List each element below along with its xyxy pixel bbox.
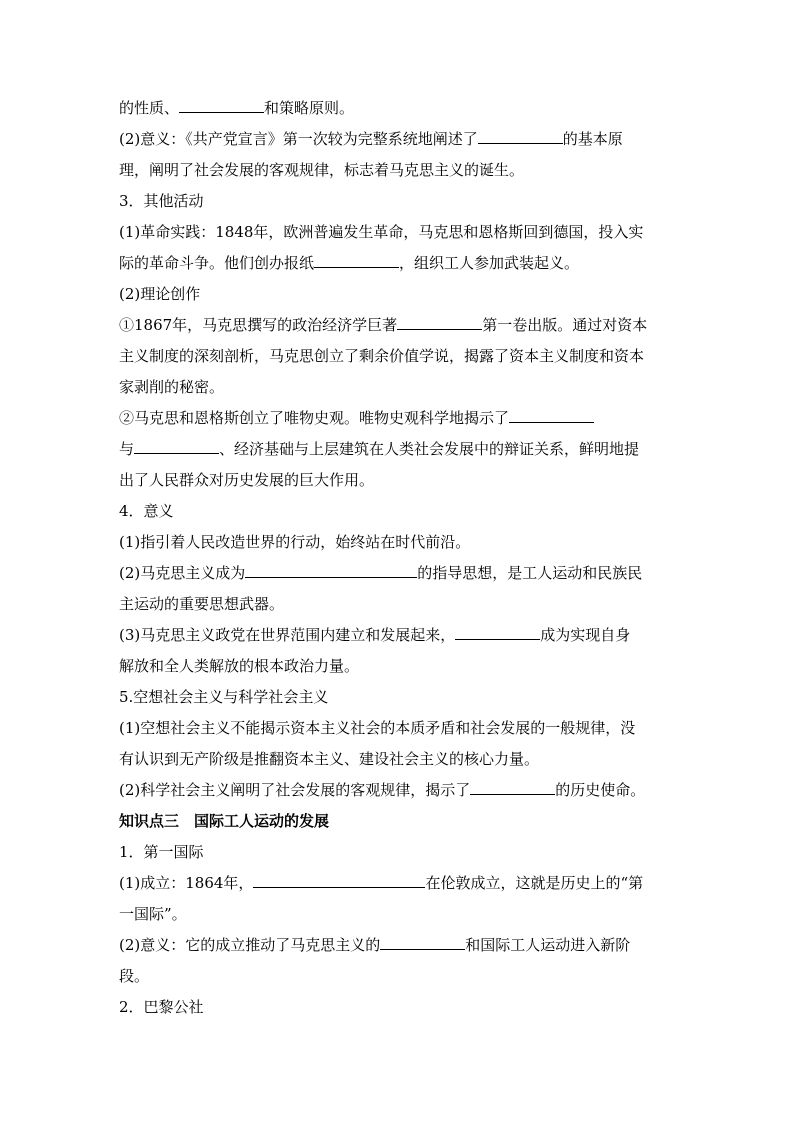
text-line: 一国际”。	[119, 905, 187, 923]
text-line: (2)马克思主义成为 的指导思想，是工人运动和民族民	[119, 564, 643, 582]
fill-in-blank[interactable]	[134, 438, 219, 454]
text-line: 家剥削的秘密。	[119, 378, 225, 396]
text-line: (1)指引着人民改造世界的行动，始终站在时代前沿。	[119, 533, 471, 551]
section-heading: 1．第一国际	[119, 843, 204, 861]
knowledge-point-heading: 知识点三 国际工人运动的发展	[119, 812, 330, 830]
text-line: 有认识到无产阶级是推翻资本主义、建设社会主义的核心力量。	[119, 750, 540, 768]
text-line: ①1867年，马克思撰写的政治经济学巨著 第一卷出版。通过对资本	[119, 316, 648, 334]
text-line: (2)意义：《共产党宣言》第一次较为完整系统地阐述了 的基本原	[119, 130, 623, 148]
fill-in-blank[interactable]	[470, 779, 555, 795]
text-line: (1)成立：1864年， 在伦敦成立，这就是历史上的“第	[119, 874, 644, 892]
text-line: 出了人民群众对历史发展的巨大作用。	[119, 471, 375, 489]
fill-in-blank[interactable]	[314, 252, 399, 268]
text-line: (2)理论创作	[119, 285, 201, 303]
section-heading: 2．巴黎公社	[119, 998, 204, 1016]
text-line: (1)革命实践：1848年，欧洲普遍发生革命，马克思和恩格斯回到德国，投入实	[119, 223, 644, 241]
text-line: 段。	[119, 967, 150, 985]
fill-in-blank[interactable]	[245, 562, 417, 578]
fill-in-blank[interactable]	[509, 407, 594, 423]
fill-in-blank[interactable]	[478, 128, 563, 144]
text-line: 的性质、 和策略原则。	[119, 99, 355, 117]
text-line: (2)意义：它的成立推动了马克思主义的 和国际工人运动进入新阶	[119, 936, 631, 954]
section-heading: 5.空想社会主义与科学社会主义	[119, 688, 329, 706]
fill-in-blank[interactable]	[253, 872, 425, 888]
fill-in-blank[interactable]	[179, 97, 264, 113]
section-heading: 4．意义	[119, 502, 174, 520]
text-line: (1)空想社会主义不能揭示资本主义社会的本质矛盾和社会发展的一般规律，没	[119, 719, 636, 737]
text-line: 解放和全人类解放的根本政治力量。	[119, 657, 360, 675]
fill-in-blank[interactable]	[380, 934, 465, 950]
text-line: ②马克思和恩格斯创立了唯物史观。唯物史观科学地揭示了	[119, 403, 679, 434]
fill-in-blank[interactable]	[397, 314, 482, 330]
text-line: 际的革命斗争。他们创办报纸 ，组织工人参加武装起义。	[119, 254, 580, 272]
section-heading: 3．其他活动	[119, 192, 204, 210]
document-body	[119, 93, 679, 1023]
text-line: 与 、经济基础与上层建筑在人类社会发展中的辩证关系，鲜明地提	[119, 440, 640, 458]
text-line: 理，阐明了社会发展的客观规律，标志着马克思主义的诞生。	[119, 161, 525, 179]
text-line: 主义制度的深刻剖析，马克思创立了剩余价值学说，揭露了资本主义制度和资本	[119, 347, 645, 365]
fill-in-blank[interactable]	[455, 624, 540, 640]
text-line: 主运动的重要思想武器。	[119, 595, 285, 613]
text-line: (3)马克思主义政党在世界范围内建立和发展起来， 成为实现自身	[119, 626, 631, 644]
text-line: (2)科学社会主义阐明了社会发展的客观规律，揭示了 的历史使命。	[119, 781, 646, 799]
